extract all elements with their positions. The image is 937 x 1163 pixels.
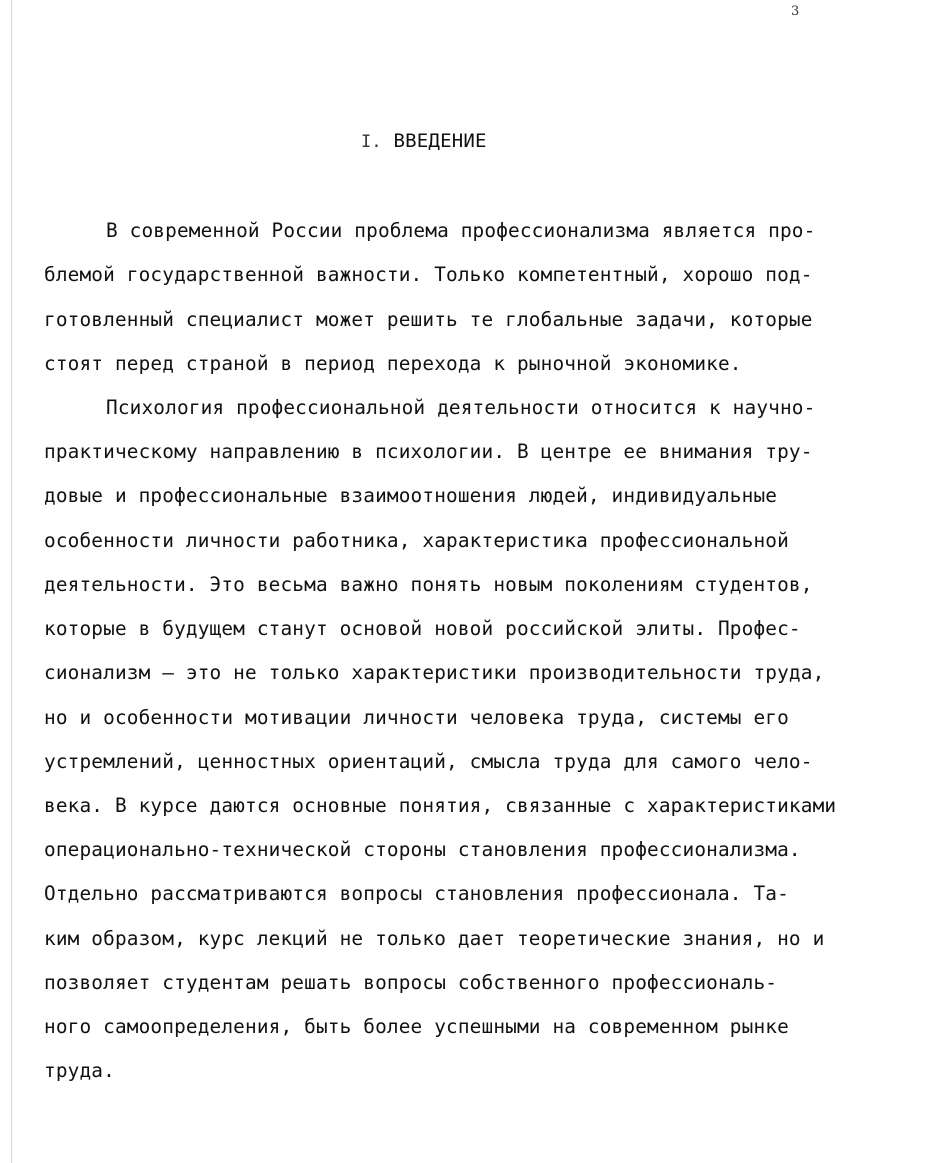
text-line: которые в будущем станут основой новой российской элиты. Профес- bbox=[44, 617, 801, 640]
text-line: ким образом, курс лекций не только дает теоретические знания, но и bbox=[44, 927, 825, 950]
text-line: стоят перед страной в период перехода к рыночной экономике. bbox=[44, 352, 742, 375]
text-line: деятельности. Это весьма важно понять новым поколениям студентов, bbox=[44, 573, 813, 596]
text-line: труда. bbox=[44, 1059, 115, 1082]
text-line: века. В курсе даются основные понятия, связанные с характеристиками bbox=[44, 794, 837, 817]
text-line: Психология профессиональной деятельности относится к научно- bbox=[106, 396, 816, 419]
section-heading-title: ВВЕДЕНИЕ bbox=[393, 130, 487, 152]
page-number: 3 bbox=[791, 4, 800, 19]
section-heading-numeral: I. bbox=[361, 132, 382, 152]
text-line: ного самоопределения, быть более успешными на современном рынке bbox=[44, 1015, 789, 1038]
text-line: но и особенности мотивации личности человека труда, системы его bbox=[44, 706, 789, 729]
text-line: довые и профессиональные взаимоотношения людей, индивидуальные bbox=[44, 484, 778, 507]
page-left-border bbox=[11, 0, 12, 1163]
text-line: блемой государственной важности. Только компетентный, хорошо под- bbox=[44, 263, 813, 286]
text-line: практическому направлению в психологии. В центре ее внимания тру- bbox=[44, 440, 813, 463]
text-line: позволяет студентам решать вопросы собственного профессиональ- bbox=[44, 971, 778, 994]
text-line: особенности личности работника, характеристика профессиональной bbox=[44, 529, 789, 552]
text-line: устремлений, ценностных ориентаций, смысла труда для самого чело- bbox=[44, 750, 813, 773]
text-line: готовленный специалист может решить те глобальные задачи, которые bbox=[44, 308, 813, 331]
text-line: операционально-технической стороны становления профессионализма. bbox=[44, 838, 801, 861]
section-heading bbox=[0, 130, 937, 152]
text-line: сионализм – это не только характеристики производительности труда, bbox=[44, 661, 825, 684]
text-line: Отдельно рассматриваются вопросы становления профессионала. Та- bbox=[44, 882, 789, 905]
text-line: В современной России проблема профессионализма является про- bbox=[106, 219, 816, 242]
